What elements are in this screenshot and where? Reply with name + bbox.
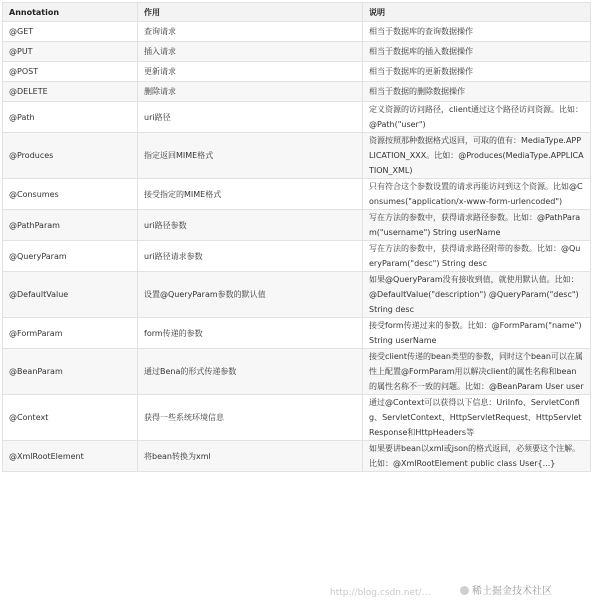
annotation-table (2, 2, 591, 472)
cell-annotation: @XmlRootElement (3, 441, 138, 472)
cell-description: 接受form传递过来的参数。比如：@FormParam("name") String userName (363, 318, 591, 349)
cell-description: 相当于数据库的查询数据操作 (363, 22, 591, 42)
cell-annotation: @BeanParam (3, 349, 138, 395)
cell-description: 只有符合这个参数设置的请求再能访问到这个资源。比如@Consumes("application/x-www-form-urlencoded") (363, 179, 591, 210)
cell-annotation: @QueryParam (3, 241, 138, 272)
cell-annotation: @DefaultValue (3, 272, 138, 318)
cell-description: 相当于数据库的更新数据操作 (363, 62, 591, 82)
table-row (3, 133, 591, 179)
cell-description: 相当于数据的删除数据操作 (363, 82, 591, 102)
cell-usage: 查询请求 (138, 22, 363, 42)
cell-usage: 设置@QueryParam参数的默认值 (138, 272, 363, 318)
cell-usage: 更新请求 (138, 62, 363, 82)
cell-annotation: @Context (3, 395, 138, 441)
cell-usage: 通过Bena的形式传递参数 (138, 349, 363, 395)
juejin-watermark-logo (460, 582, 552, 597)
cell-description: 通过@Context可以获得以下信息：UriInfo、ServletConfig、ServletContext、HttpServletRequest、HttpServletResponse和HttpHeaders等 (363, 395, 591, 441)
cell-usage: uri路径参数 (138, 210, 363, 241)
cell-usage: 插入请求 (138, 42, 363, 62)
table-row (3, 62, 591, 82)
table-row (3, 22, 591, 42)
cell-usage: 删除请求 (138, 82, 363, 102)
cell-annotation: @POST (3, 62, 138, 82)
cell-annotation: @DELETE (3, 82, 138, 102)
cell-annotation: @FormParam (3, 318, 138, 349)
watermark-logo-text: 稀土掘金技术社区 (472, 586, 552, 597)
cell-usage: 获得一些系统环境信息 (138, 395, 363, 441)
cell-description: 资源按照那种数据格式返回，可取的值有：MediaType.APPLICATION_XXX。比如：@Produces(MediaType.APPLICATION_XML) (363, 133, 591, 179)
table-row (3, 210, 591, 241)
table-row (3, 241, 591, 272)
cell-description: 写在方法的参数中，获得请求路径附带的参数。比如：@QueryParam("desc") String desc (363, 241, 591, 272)
cell-annotation: @Consumes (3, 179, 138, 210)
cell-annotation: @Path (3, 102, 138, 133)
header-annotation: Annotation (3, 3, 138, 22)
table-row (3, 82, 591, 102)
cell-description: 如果要讲bean以xml或json的格式返回，必须要这个注解。比如：@XmlRootElement public class User{...} (363, 441, 591, 472)
cell-usage: form传递的参数 (138, 318, 363, 349)
cell-annotation: @GET (3, 22, 138, 42)
table-row (3, 441, 591, 472)
table-row (3, 318, 591, 349)
cell-usage: 接受指定的MIME格式 (138, 179, 363, 210)
table-row (3, 349, 591, 395)
cell-annotation: @Produces (3, 133, 138, 179)
cell-description: 如果@QueryParam没有接收到值，就使用默认值。比如：@DefaultValue("description") @QueryParam("desc") String desc (363, 272, 591, 318)
cell-usage: 指定返回MIME格式 (138, 133, 363, 179)
cell-usage: uri路径请求参数 (138, 241, 363, 272)
cell-annotation: @PathParam (3, 210, 138, 241)
table-row (3, 179, 591, 210)
cell-description: 定义资源的访问路径，client通过这个路径访问资源。比如：@Path("user") (363, 102, 591, 133)
cell-annotation: @PUT (3, 42, 138, 62)
cell-description: 相当于数据库的插入数据操作 (363, 42, 591, 62)
table-header-row (3, 3, 591, 22)
cell-description: 写在方法的参数中，获得请求路径参数。比如：@PathParam("username") String userName (363, 210, 591, 241)
logo-icon (460, 586, 469, 595)
table-row (3, 102, 591, 133)
blog-watermark: http://blog.csdn.net/… (330, 588, 431, 598)
header-description: 说明 (363, 3, 591, 22)
cell-usage: uri路径 (138, 102, 363, 133)
header-usage: 作用 (138, 3, 363, 22)
cell-description: 接受client传递的bean类型的参数，同时这个bean可以在属性上配置@FormParam用以解决client的属性名称和bean的属性名称不一致的问题。比如：@BeanParam User user (363, 349, 591, 395)
table-row (3, 42, 591, 62)
cell-usage: 将bean转换为xml (138, 441, 363, 472)
table-row (3, 272, 591, 318)
table-row (3, 395, 591, 441)
